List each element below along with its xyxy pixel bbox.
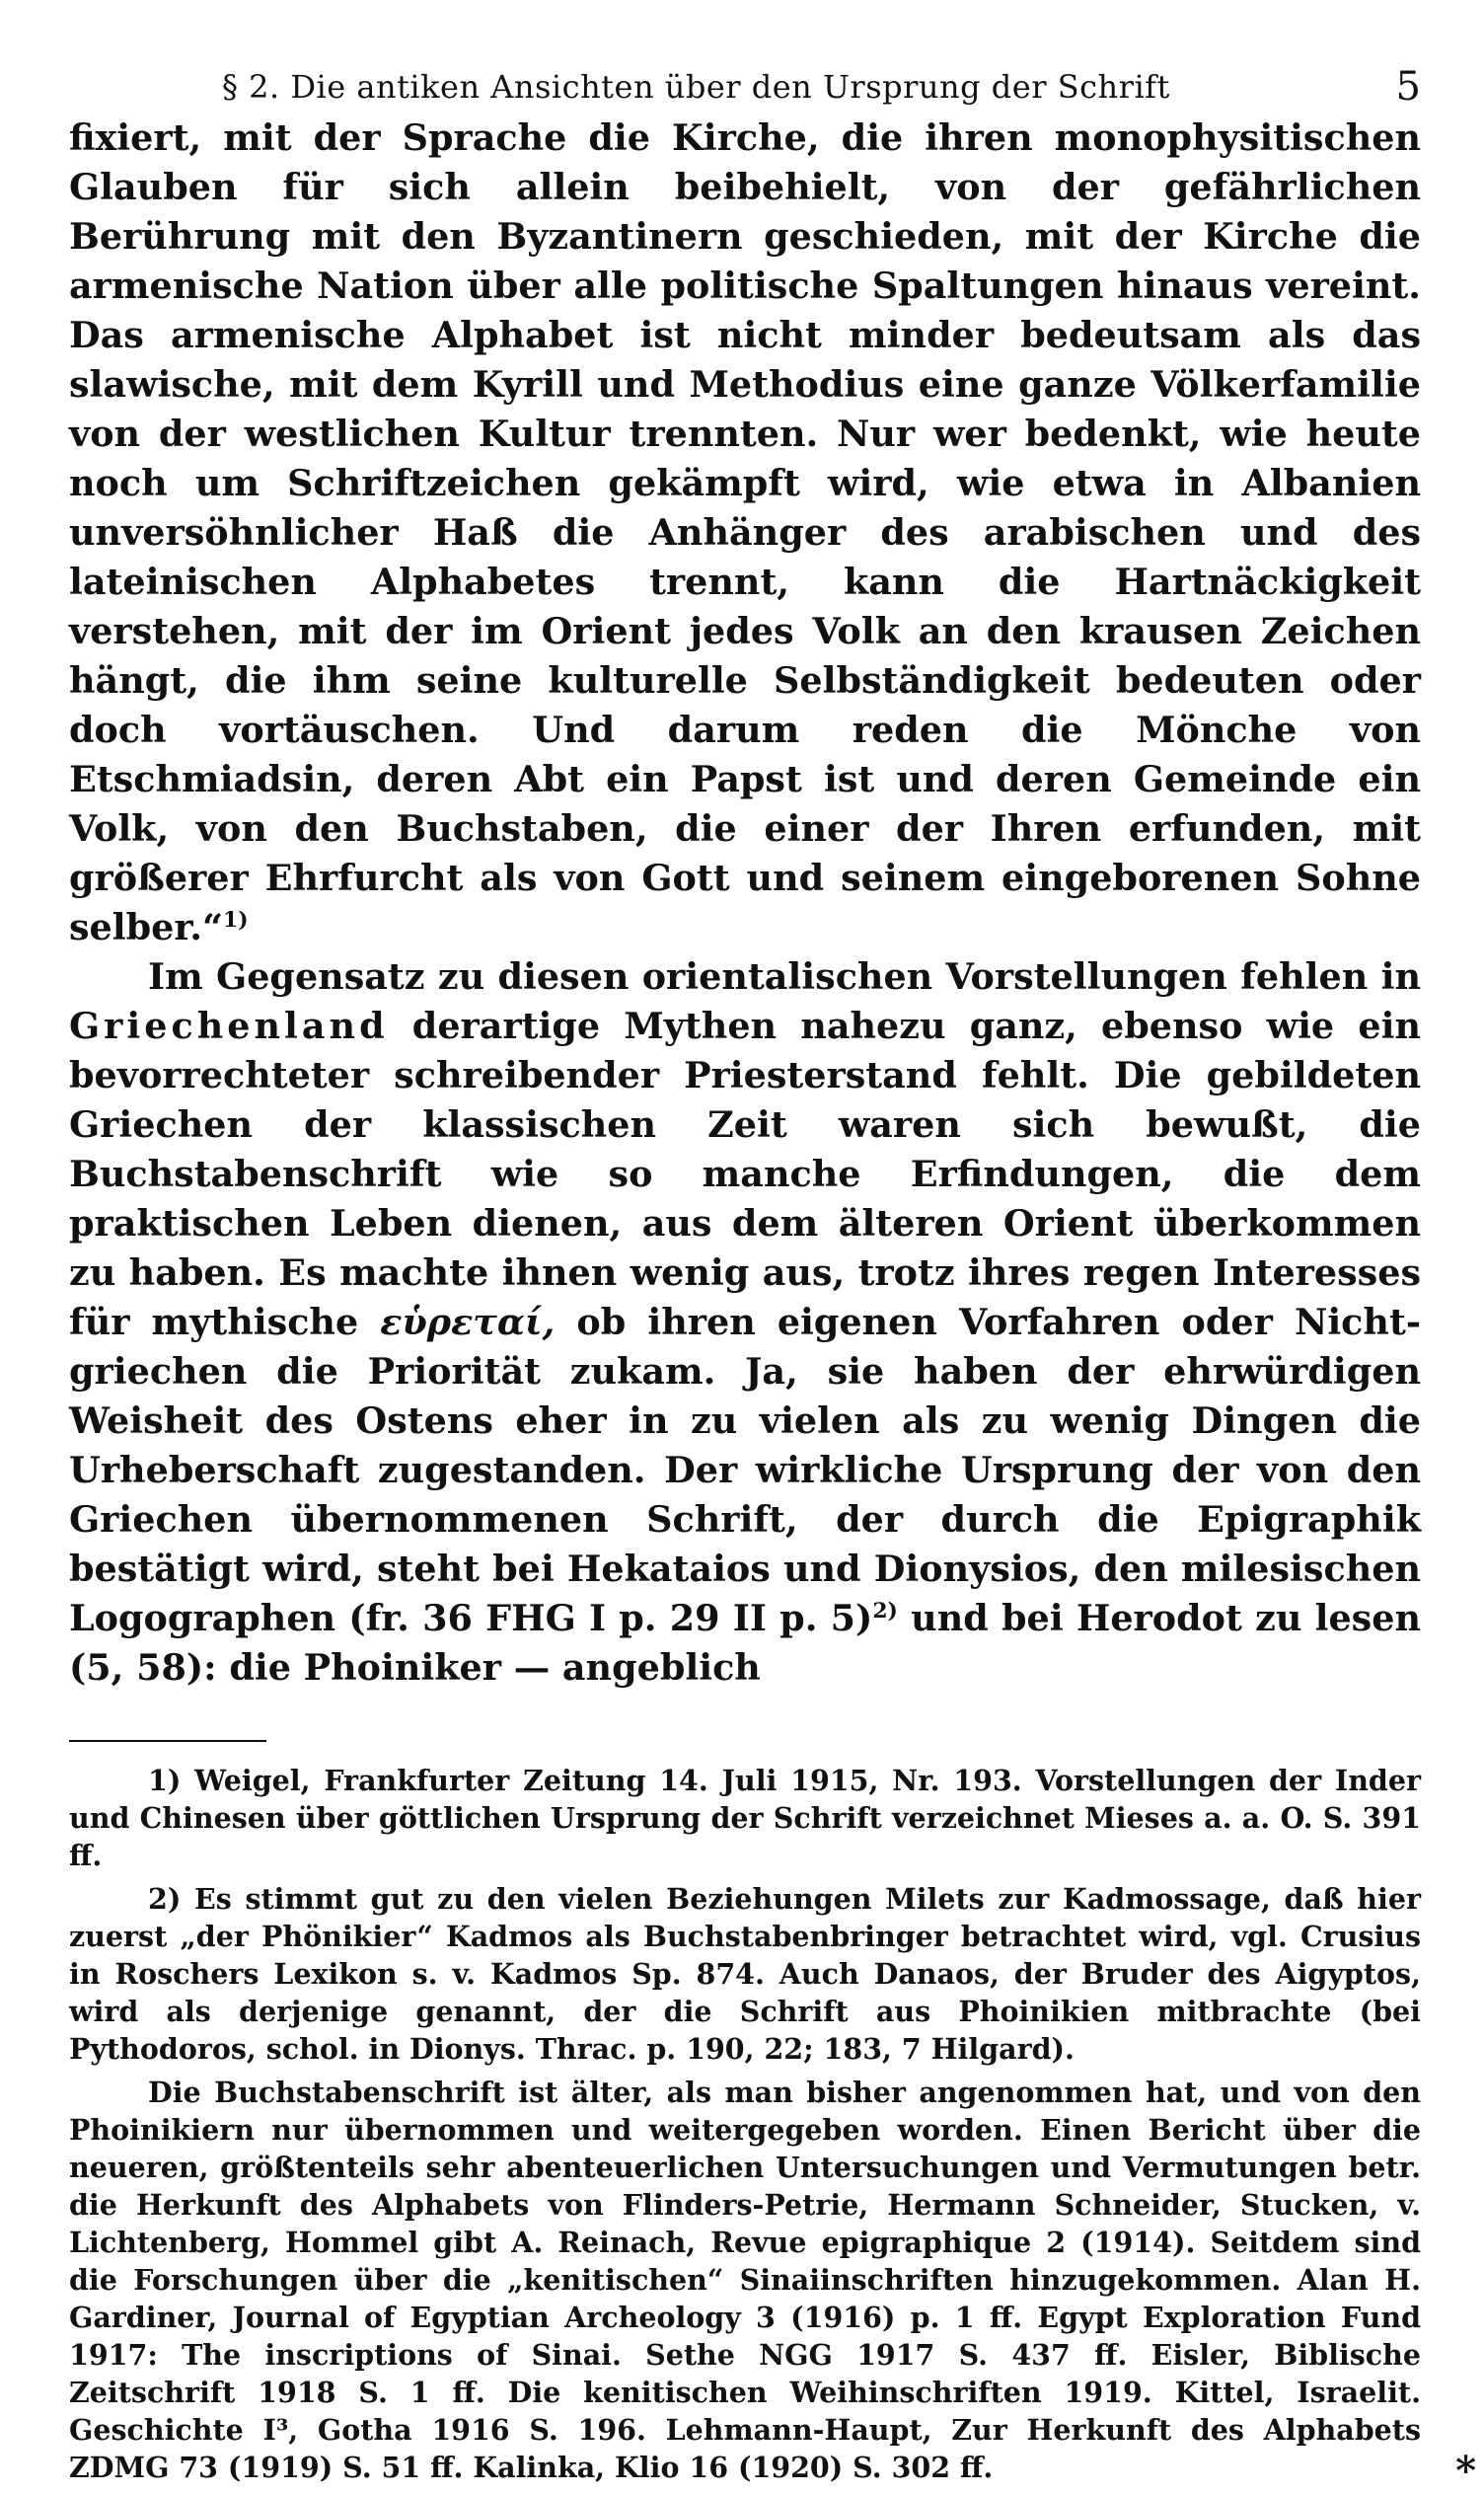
footnote-ref-2: 2) [872, 1597, 898, 1624]
paragraph-2-text-d: und bei Herodot zu lesen (5, 58): die Phoiniker — angeblich [69, 1597, 1421, 1689]
paragraph-1-text: fixiert, mit der Sprache die Kirche, die ihren monophysitischen Glauben für sich allein beibehielt, von der gefährlichen Berührung mit den Byzantinern geschieden, mit der Kirche die armenische Nation über alle politische Spaltungen hinaus vereint. Das armenische Alphabet ist nicht minder bedeutsam als das slawische, mit dem Kyrill und Methodius eine ganze Völkerfamilie von der westlichen Kultur trennten. Nur wer bedenkt, wie heute noch um Schriftzeichen gekämpft wird, wie etwa in Albanien unversöhnlicher Haß die Anhänger des arabischen und des lateinischen Alphabetes trennt, kann die Hartnäckigkeit verstehen, mit der im Orient jedes Volk an den krausen Zeichen hängt, die ihm seine kulturelle Selbständigkeit bedeuten oder doch vortäuschen. Und darum reden die Mönche von Etschmiadsin, deren Abt ein Papst ist und deren Gemeinde ein Volk, von den Buchstaben, die einer der Ihren erfunden, mit größerer Ehrfurcht als von Gott und seinem eingeborenen Sohne selber.“ [69, 116, 1421, 948]
document-page [69, 54, 1476, 2494]
body-text [69, 113, 1421, 1693]
footnote-divider [69, 1740, 266, 1742]
footnote-2-continuation-text: Die Buchstabenschrift ist älter, als man bisher angenommen hat, und von den Phoinikiern nur übernommen und weitergegeben worden. Einen Bericht über die neueren, größtenteils sehr abenteuerlichen Untersuchungen und Vermutungen betr. die Herkunft des Alphabets von Flinders-Petrie, Hermann Schneider, Stucken, v. Lichtenberg, Hommel gibt A. Reinach, Revue epigraphique 2 (1914). Seitdem sind die Forschungen über die „kenitischen“ Sinaiinschriften hinzugekommen. Alan H. Gardiner, Journal of Egyptian Archeology 3 (1916) p. 1 ff. Egypt Exploration Fund 1917: The inscriptions of Sinai. Sethe NGG 1917 S. 437 ff. Eisler, Biblische Zeitschrift 1918 S. 1 ff. Die kenitischen Weihinschriften 1919. Kittel, Israelit. Geschichte I³, Gotha 1916 S. 196. Lehmann-Haupt, Zur Herkunft des Alphabets ZDMG 73 (1919) S. 51 ff. Kalinka, Klio 16 (1920) S. 302 ff. [69, 2076, 1421, 2484]
greek-word: εὑρεταί, [380, 1301, 556, 1343]
page-header [69, 54, 1421, 113]
footnote-2: 2) Es stimmt gut zu den vielen Beziehungen Milets zur Kadmossage, daß hier zuerst „der Phönikier“ Kadmos als Buchstabenbringer betrachtet wird, vgl. Crusius in Roschers Lexikon s. v. Kadmos Sp. 874. Auch Danaos, der Bruder des Aigyptos, wird als derjenige genannt, der die Schrift aus Phoinikien mitbrachte (bei Pythodoros, schol. in Dionys. Thrac. p. 190, 22; 183, 7 Hilgard). [69, 1882, 1421, 2066]
paragraph-1 [69, 113, 1421, 952]
emphasized-word-griechenland: Griechenland [69, 1005, 389, 1047]
paragraph-2-text-c: ob ihren eigenen Vorfahren oder Nichtgriechen die Priorität zukam. Ja, sie haben der ehrwürdigen Weisheit des Ostens eher in zu vielen als zu wenig Dingen die Urheberschaft zugestanden. Der wirkliche Ursprung der von den Griechen übernommenen Schrift, der durch die Epigraphik bestätigt wird, steht bei Hekataios und Dionysios, den milesischen Logographen (fr. 36 FHG I p. 29 II p. 5) [69, 1301, 1421, 1639]
running-title: § 2. Die antiken Ansichten über den Ursprung der Schrift [222, 68, 1170, 106]
footnote-1: 1) Weigel, Frankfurter Zeitung 14. Juli 1915, Nr. 193. Vorstellungen der Inder und Chinesen über göttlichen Ursprung der Schrift verzeichnet Mieses a. a. O. S. 391 ff. [69, 1764, 1421, 1872]
paragraph-2-text-b: derartige Mythen nahezu ganz, ebenso wie ein bevorrechteter schreibender Priesterstand fehlt. Die gebildeten Griechen der klassischen Zeit waren sich bewußt, die Buchstabenschrift wie so manche Erfindungen, die dem praktischen Leben dienen, aus dem älteren Orient überkommen zu haben. Es machte ihnen wenig aus, trotz ihres regen Interesses für mythische [69, 1005, 1421, 1343]
paragraph-2-text-a: Im Gegensatz zu diesen orientalischen Vorstellungen fehlen in [148, 955, 1421, 998]
footnotes [69, 1762, 1476, 2494]
footnote-2-continuation [69, 2074, 1476, 2494]
footnote-ref-1: 1) [222, 906, 249, 933]
page-number: 5 [1395, 64, 1421, 110]
paragraph-2 [69, 952, 1421, 1693]
asterisk-mark: * [1455, 2448, 1476, 2494]
